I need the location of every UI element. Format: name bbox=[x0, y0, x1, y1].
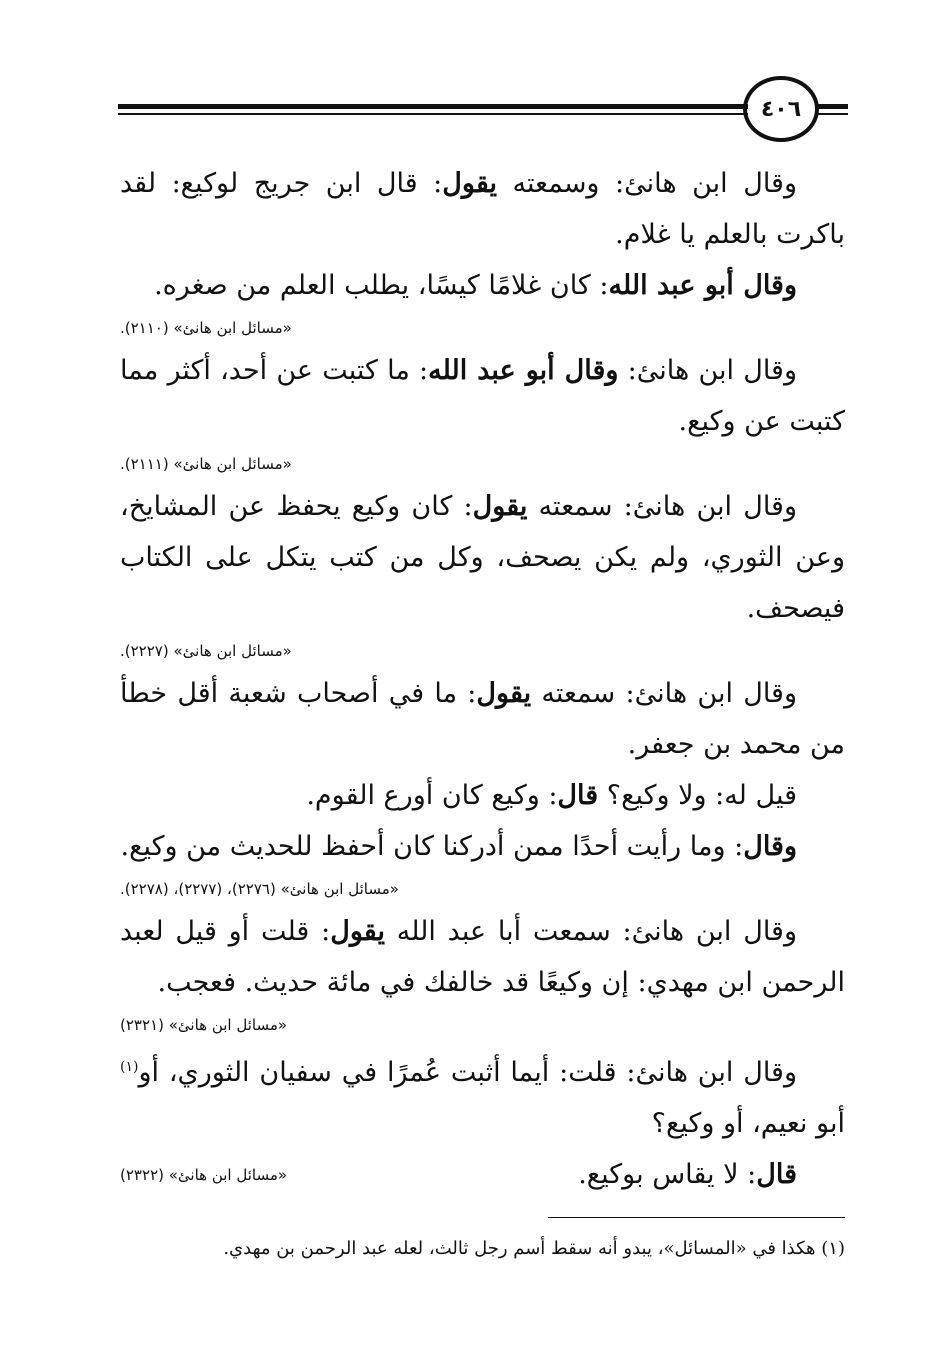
source-citation: «مسائل ابن هانئ» (٢١١١). bbox=[120, 455, 292, 473]
text-span: : وكيع كان أورع القوم. bbox=[306, 780, 558, 811]
text-span: أبو نعيم، أو وكيع؟ bbox=[651, 1108, 845, 1139]
text-span: وقال ابن هانئ: bbox=[618, 355, 798, 386]
header-rule bbox=[118, 104, 748, 109]
page-header bbox=[118, 72, 848, 162]
text-span: : ما في أصحاب شعبة أقل خطأ من محمد بن جعفر. bbox=[120, 678, 845, 760]
text-span: : كان غلامًا كيسًا، يطلب العلم من صغره. bbox=[154, 270, 609, 301]
bold-text: يقول bbox=[442, 168, 498, 199]
text-span: وقال ابن هانئ: سمعت أبا عبد الله bbox=[384, 916, 797, 947]
footnote-marker: (١) bbox=[120, 1059, 139, 1075]
text-span: وقال ابن هانئ: قلت: أيما أثبت عُمرًا في سفيان الثوري، أو bbox=[138, 1057, 797, 1088]
text-span: قيل له: ولا وكيع؟ bbox=[598, 780, 797, 811]
bold-text: وقال bbox=[743, 831, 797, 862]
paragraph bbox=[120, 158, 845, 260]
source-citation: «مسائل ابن هانئ» (٢٢٧٦)، (٢٢٧٧)، (٢٢٧٨). bbox=[120, 880, 399, 898]
header-rule bbox=[818, 113, 848, 115]
paragraph bbox=[120, 668, 845, 770]
bold-text: وقال أبو عبد الله bbox=[428, 355, 619, 386]
text-span: وقال ابن هانئ: وسمعته bbox=[497, 168, 797, 199]
paragraph bbox=[120, 481, 845, 634]
source-citation: «مسائل ابن هانئ» (٢٣٢١) bbox=[120, 1016, 288, 1034]
text-span: : قلت أو قيل لعبد الرحمن ابن مهدي: إن وكيعًا قد خالفك في مائة حديث. فعجب. bbox=[120, 916, 845, 998]
paragraph bbox=[287, 1149, 845, 1200]
paragraph bbox=[120, 821, 845, 872]
paragraph bbox=[120, 906, 845, 1008]
page-number: ٤٠٦ bbox=[743, 76, 819, 142]
paragraph bbox=[120, 260, 845, 311]
source-citation: «مسائل ابن هانئ» (٢١١٠). bbox=[120, 319, 292, 337]
header-rule bbox=[118, 113, 748, 115]
footnote: (١) هكذا في «المسائل»، يبدو أنه سقط أسم رجل ثالث، لعله عبد الرحمن بن مهدي. bbox=[223, 1238, 845, 1259]
text-span: : كان وكيع يحفظ عن المشايخ، وعن الثوري، ولم يكن يصحف، وكل من كتب يتكل على الكتاب فيصحف. bbox=[120, 491, 845, 624]
paragraph bbox=[120, 1042, 845, 1149]
text-span: : وما رأيت أحدًا ممن أدركنا كان أحفظ للحديث من وكيع. bbox=[120, 831, 744, 862]
page-body bbox=[120, 158, 845, 1200]
paragraph bbox=[120, 345, 845, 447]
footnote-rule bbox=[548, 1217, 845, 1218]
bold-text: قال bbox=[756, 1159, 797, 1190]
bold-text: قال bbox=[557, 780, 599, 811]
text-span: : قال ابن جريج لوكيع: لقد باكرت بالعلم يا غلام. bbox=[120, 168, 845, 250]
bold-text: يقول bbox=[330, 916, 385, 947]
bold-text: يقول bbox=[476, 678, 532, 709]
text-span: : لا يقاس بوكيع. bbox=[578, 1159, 757, 1190]
source-citation: «مسائل ابن هانئ» (٢٢٢٧). bbox=[120, 642, 292, 660]
paragraph bbox=[120, 770, 845, 821]
text-span: وقال ابن هانئ: سمعته bbox=[531, 678, 798, 709]
source-citation: «مسائل ابن هانئ» (٢٣٢٢) bbox=[120, 1165, 288, 1184]
text-span: : ما كتبت عن أحد، أكثر مما كتبت عن وكيع. bbox=[120, 355, 845, 437]
bold-text: وقال أبو عبد الله bbox=[608, 270, 797, 301]
text-span: وقال ابن هانئ: سمعته bbox=[527, 491, 797, 522]
header-rule bbox=[818, 104, 848, 109]
bold-text: يقول bbox=[472, 491, 528, 522]
paragraph-with-citation bbox=[120, 1149, 845, 1200]
